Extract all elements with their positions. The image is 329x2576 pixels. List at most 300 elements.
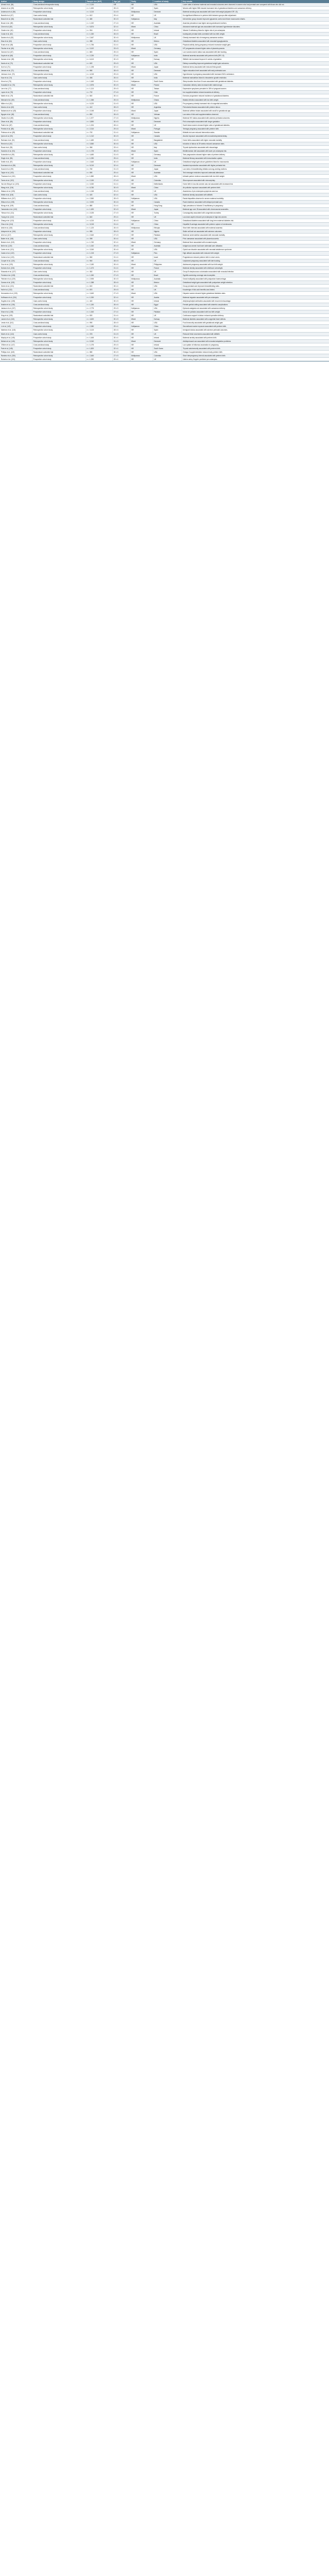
cell-study-design: Retrospective cohort study <box>32 339 86 343</box>
cell-location: Colombia <box>153 178 182 182</box>
cell-author: Sanchez et al. (94) <box>0 149 32 153</box>
cell-location: Pakistan <box>153 310 182 313</box>
cell-parity: Mixed <box>130 127 153 131</box>
cell-parity: NR <box>130 72 153 76</box>
table-row <box>0 76 329 79</box>
cell-key-results: IVF pregnancies showed higher rates of placenta praevia. <box>182 47 329 51</box>
cell-parity: NR <box>130 14 153 18</box>
cell-author: Becker et al. (119) <box>0 241 32 244</box>
cell-sample-size: n = 845 <box>86 51 112 54</box>
cell-age: 31 ± 5 <box>112 339 130 343</box>
cell-location: China <box>153 222 182 226</box>
cell-study-design: Cross-sectional study <box>32 98 86 102</box>
table-row <box>0 171 329 175</box>
cell-location: France <box>153 266 182 270</box>
cell-author: Mensah et al. (80) <box>0 98 32 102</box>
cell-location: Vietnam <box>153 112 182 116</box>
cell-location: Poland <box>153 84 182 87</box>
cell-author: Alvarez et al. (55) <box>0 7 32 10</box>
cell-age: 25 ± 4 <box>112 157 130 160</box>
cell-location: Japan <box>153 65 182 69</box>
cell-key-results: Maternal literacy associated with immunisation uptake. <box>182 157 329 160</box>
table-row <box>0 255 329 259</box>
cell-parity: Mixed <box>130 84 153 87</box>
cell-sample-size: n = 610 <box>86 285 112 288</box>
cell-study-design: Retrospective cohort study <box>32 201 86 204</box>
cell-author: Wang et al. (104) <box>0 186 32 189</box>
cell-author: Kim et al. (75) <box>0 80 32 84</box>
cell-study-design: Retrospective cohort study <box>32 262 86 266</box>
cell-age: 28 ± 6 <box>112 7 130 10</box>
cell-age: 27 ± 5 <box>112 178 130 182</box>
cell-parity: NR <box>130 266 153 270</box>
cell-location: Mexico <box>153 40 182 43</box>
table-row <box>0 274 329 277</box>
cell-location: USA <box>153 193 182 196</box>
cell-key-results: Twin pregnancies showed higher rates of preterm delivery. <box>182 153 329 156</box>
cell-key-results: Pre-pregnancy obesity increased risk of congenital anomalies. <box>182 102 329 105</box>
cell-key-results: Low socioeconomic status was associated with late booking. <box>182 51 329 54</box>
cell-age: 30 ± 5 <box>112 186 130 189</box>
cell-location: South Korea <box>153 346 182 350</box>
table-row <box>0 72 329 76</box>
cell-location: UK <box>153 288 182 292</box>
cell-study-design: Prospective cohort study <box>32 197 86 201</box>
cell-parity: Multiparous <box>130 98 153 102</box>
cell-author: Sorensen et al. (98) <box>0 164 32 168</box>
table-row <box>0 325 329 328</box>
cell-age: 32 ± 4 <box>112 241 130 244</box>
cell-sample-size: n = 2,905 <box>86 277 112 281</box>
table-row <box>0 292 329 295</box>
cell-study-design: Cross-sectional study <box>32 244 86 248</box>
cell-parity: NR <box>130 193 153 196</box>
cell-author: Martin et al. (79) <box>0 94 32 98</box>
cell-location: Norway <box>153 318 182 321</box>
cell-age: 30 ± 6 <box>112 142 130 145</box>
cell-parity: Mixed <box>130 186 153 189</box>
cell-parity: NR <box>130 58 153 61</box>
cell-key-results: Higher education level associated with early antenatal care. <box>182 69 329 72</box>
cell-parity: NR <box>130 40 153 43</box>
cell-parity: NR <box>130 244 153 248</box>
cell-age: 30 ± 6 <box>112 36 130 39</box>
cell-location: China <box>153 325 182 328</box>
table-row <box>0 149 329 153</box>
cell-study-design: Prospective cohort study <box>32 295 86 299</box>
cell-sample-size: n = 990 <box>86 321 112 325</box>
cell-location: Portugal <box>153 127 182 131</box>
cell-location: Denmark <box>153 164 182 168</box>
table-row <box>0 241 329 244</box>
cell-author: Morris et al. (144) <box>0 332 32 336</box>
cell-study-design: Cross-sectional study <box>32 51 86 54</box>
cell-parity: NR <box>130 120 153 124</box>
cell-age: 31 ± 5 <box>112 332 130 336</box>
cell-sample-size: n = 1,930 <box>86 295 112 299</box>
cell-age: 32 ± 4 <box>112 164 130 168</box>
cell-author: Ahmed et al. (54) <box>0 3 32 7</box>
cell-sample-size: n = 1,880 <box>86 175 112 178</box>
cell-location: USA <box>153 321 182 325</box>
cell-sample-size: n = 440 <box>86 299 112 303</box>
cell-age: 29 ± 5 <box>112 343 130 346</box>
cell-age: 33 ± 5 <box>112 47 130 51</box>
cell-parity: NR <box>130 270 153 273</box>
cell-age: 31 ± 4 <box>112 222 130 226</box>
cell-author: Dubois et al. (126) <box>0 266 32 270</box>
cell-age: 28 ± 4 <box>112 124 130 127</box>
cell-age: 29 ± 6 <box>112 72 130 76</box>
col-header-author: Author <box>0 0 32 3</box>
table-row <box>0 168 329 171</box>
cell-age: 29 ± 6 <box>112 127 130 131</box>
table-row <box>0 321 329 325</box>
cell-parity: Multiparous <box>130 36 153 39</box>
cell-sample-size: n = 1,450 <box>86 7 112 10</box>
cell-author: Young et al. (112) <box>0 215 32 219</box>
cell-location: UK <box>153 270 182 273</box>
cell-study-design: Retrospective cohort study <box>32 142 86 145</box>
cell-age: 31 ± 4 <box>112 255 130 259</box>
cell-author: White et al. (106) <box>0 193 32 196</box>
cell-study-design: Randomised controlled trial <box>32 255 86 259</box>
table-row <box>0 262 329 266</box>
cell-study-design: Prospective cohort study <box>32 91 86 94</box>
cell-author: Cohen et al. (123) <box>0 255 32 259</box>
cell-parity: NR <box>130 3 153 7</box>
cell-study-design: Retrospective cohort study <box>32 292 86 295</box>
cell-parity: NR <box>130 328 153 332</box>
cell-sample-size: n = 980 <box>86 69 112 72</box>
cell-study-design: Cross-sectional study <box>32 87 86 91</box>
cell-age: 30 ± 4 <box>112 285 130 288</box>
cell-key-results: Maternal caffeine intake associated with small for gestational age. <box>182 109 329 112</box>
cell-location: Germany <box>153 47 182 51</box>
cell-parity: NR <box>130 135 153 138</box>
cell-parity: NR <box>130 215 153 219</box>
cell-parity: NR <box>130 346 153 350</box>
cell-age: 31 ± 4 <box>112 43 130 47</box>
cell-parity: NR <box>130 21 153 25</box>
cell-age: 30 ± 5 <box>112 120 130 124</box>
cell-parity: NR <box>130 332 153 336</box>
cell-study-design: Cross-sectional study <box>32 168 86 171</box>
cell-key-results: Maternal HIV status associated with adverse perinatal outcomes. <box>182 116 329 120</box>
cell-author: Abdi et al. (115) <box>0 226 32 229</box>
cell-key-results: Maternal malnutrition linked to intrauterine growth restriction. <box>182 76 329 79</box>
cell-key-results: Group B streptococcus colonisation associated with neonatal infection. <box>182 270 329 273</box>
table-row <box>0 332 329 336</box>
cell-author: Torres et al. (102) <box>0 178 32 182</box>
cell-key-results: Air pollution exposure associated with preterm birth. <box>182 186 329 189</box>
cell-age: 28 ± 5 <box>112 229 130 233</box>
cell-age: 28 ± 5 <box>112 105 130 109</box>
cell-age: 24 ± 5 <box>112 138 130 142</box>
table-row <box>0 318 329 321</box>
table-row <box>0 354 329 358</box>
cell-sample-size: n = 2,380 <box>86 325 112 328</box>
cell-parity: NR <box>130 288 153 292</box>
cell-age: 31 ± 5 <box>112 102 130 105</box>
cell-location: USA <box>153 285 182 288</box>
cell-parity: Multiparous <box>130 354 153 358</box>
table-row <box>0 21 329 25</box>
cell-sample-size: n = 540 <box>86 94 112 98</box>
cell-sample-size: n = 5,220 <box>86 102 112 105</box>
cell-location: USA <box>153 350 182 354</box>
cell-location: Chile <box>153 91 182 94</box>
cell-age: 30 ± 5 <box>112 219 130 222</box>
cell-location: Japan <box>153 208 182 211</box>
cell-location: Israel <box>153 255 182 259</box>
cell-parity: NR <box>130 178 153 182</box>
cell-key-results: Thyroid autoimmunity associated with preterm birth. <box>182 346 329 350</box>
cell-key-results: Home birth in low-risk women was not associated with increased risk. <box>182 182 329 186</box>
cell-study-design: Retrospective cohort study <box>32 222 86 226</box>
cell-parity: NR <box>130 222 153 226</box>
cell-author: Garcia et al. (67) <box>0 51 32 54</box>
cell-study-design: Case-control study <box>32 299 86 303</box>
cell-key-results: Obesity increased risk of emergency caesarean section. <box>182 36 329 39</box>
cell-key-results: Induction of labour at 39 weeks reduced caesarean rates. <box>182 142 329 145</box>
cell-age: 30 ± 5 <box>112 58 130 61</box>
cell-parity: NR <box>130 255 153 259</box>
cell-location: Australia <box>153 244 182 248</box>
cell-author: Chen et al. (60) <box>0 25 32 28</box>
cell-author: Wong et al. (109) <box>0 204 32 208</box>
cell-location: Turkey <box>153 211 182 215</box>
cell-study-design: Prospective cohort study <box>32 336 86 339</box>
cell-age: 25 ± 6 <box>112 51 130 54</box>
cell-key-results: Depressive symptoms prevalent in 18% of pregnant women. <box>182 87 329 91</box>
cell-key-results: Caesarean delivery rates increased with maternal age. <box>182 84 329 87</box>
cell-location: France <box>153 94 182 98</box>
cell-sample-size: n = 612 <box>86 14 112 18</box>
cell-study-design: Retrospective cohort study <box>32 318 86 321</box>
cell-sample-size: n = 1,022 <box>86 21 112 25</box>
cell-key-results: Maternal smoking was associated with lower birth weight (adjusted OR 1.8). <box>182 10 329 14</box>
table-row <box>0 259 329 262</box>
cell-study-design: Prospective cohort study <box>32 109 86 112</box>
cell-age: 29 ± 5 <box>112 306 130 310</box>
cell-age: 29 ± 4 <box>112 14 130 18</box>
cell-location: USA <box>153 292 182 295</box>
cell-author: Taylor et al. (100) <box>0 171 32 175</box>
cell-parity: Mixed <box>130 318 153 321</box>
cell-author: Gomez et al. (130) <box>0 281 32 285</box>
cell-location: Argentina <box>153 105 182 109</box>
table-row <box>0 310 329 313</box>
cell-parity: Nulliparous <box>130 160 153 164</box>
cell-study-design: Retrospective cohort study <box>32 7 86 10</box>
cell-age: 29 ± 5 <box>112 61 130 65</box>
cell-age: 30 ± 5 <box>112 135 130 138</box>
cell-key-results: Malaria infection associated with low birth weight. <box>182 98 329 102</box>
cell-age: 32 ± 4 <box>112 346 130 350</box>
cell-parity: Nulliparous <box>130 252 153 255</box>
cell-location: Taiwan <box>153 87 182 91</box>
cell-sample-size: n = 1,260 <box>86 274 112 277</box>
cell-sample-size: n = 2,310 <box>86 127 112 131</box>
cell-age: 28 ± 5 <box>112 149 130 153</box>
cell-author: Lopez et al. (78) <box>0 91 32 94</box>
cell-sample-size: n = 1,110 <box>86 87 112 91</box>
cell-parity: NR <box>130 142 153 145</box>
cell-sample-size: n = 520 <box>86 314 112 318</box>
cell-parity: Multiparous <box>130 10 153 14</box>
cell-author: Rahman et al. (91) <box>0 138 32 142</box>
cell-sample-size: n = 1,215 <box>86 252 112 255</box>
cell-study-design: Cross-sectional study <box>32 157 86 160</box>
cell-key-results: Sickle cell trait not associated with adverse outcomes. <box>182 229 329 233</box>
cell-study-design: Retrospective cohort study <box>32 127 86 131</box>
table-row <box>0 295 329 299</box>
cell-parity: Mixed <box>130 47 153 51</box>
cell-parity: NR <box>130 229 153 233</box>
col-header-location: Location of study <box>153 0 182 3</box>
cell-study-design: Prospective cohort study <box>32 358 86 361</box>
table-row <box>0 142 329 145</box>
cell-sample-size: n = 1,120 <box>86 226 112 229</box>
cell-key-results: Maternal anxiety associated with preterm birth. <box>182 336 329 339</box>
cell-sample-size: n = 1,640 <box>86 80 112 84</box>
cell-age: 28 ± 6 <box>112 281 130 285</box>
table-row <box>0 116 329 120</box>
cell-author: Ramirez et al. (150) <box>0 354 32 358</box>
cell-age: 29 ± 5 <box>112 270 130 273</box>
cell-sample-size: n = 1,490 <box>86 208 112 211</box>
cell-parity: NR <box>130 168 153 171</box>
table-row <box>0 124 329 127</box>
cell-key-results: Awareness of pre-eclampsia symptoms was low. <box>182 189 329 193</box>
cell-parity: NR <box>130 201 153 204</box>
table-row <box>0 58 329 61</box>
table-row <box>0 186 329 189</box>
table-row <box>0 32 329 36</box>
cell-age: 29 ± 4 <box>112 358 130 361</box>
table-row <box>0 69 329 72</box>
cell-location: Spain <box>153 149 182 153</box>
cell-location: Denmark <box>153 120 182 124</box>
cell-sample-size: n = 4,620 <box>86 318 112 321</box>
table-row <box>0 193 329 196</box>
cell-age: 28 ± 6 <box>112 175 130 178</box>
table-row <box>0 270 329 273</box>
cell-location: Australia <box>153 277 182 281</box>
cell-age: 28 ± 5 <box>112 197 130 201</box>
cell-sample-size: n = 2,460 <box>86 354 112 358</box>
cell-parity: Nulliparous <box>130 131 153 135</box>
cell-location: Hong Kong <box>153 204 182 208</box>
cell-author: Van der Berg et al. (103) <box>0 182 32 186</box>
cell-author: Murphy et al. (145) <box>0 336 32 339</box>
cell-key-results: Home births associated with higher neonatal mortality. <box>182 138 329 142</box>
cell-age: 29 ± 5 <box>112 189 130 193</box>
cell-study-design: Retrospective cohort study <box>32 248 86 252</box>
cell-study-design: Randomised controlled trial <box>32 131 86 135</box>
cell-key-results: High prevalence of vitamin D insufficiency in pregnancy. <box>182 204 329 208</box>
cell-sample-size: n = 1,756 <box>86 43 112 47</box>
cell-parity: NR <box>130 61 153 65</box>
cell-location: Netherlands <box>153 182 182 186</box>
cell-age: 31 ± 4 <box>112 204 130 208</box>
cell-author: Carter et al. (121) <box>0 248 32 252</box>
cell-age: 27 ± 6 <box>112 21 130 25</box>
cell-sample-size: n = 1,577 <box>86 116 112 120</box>
cell-study-design: Prospective cohort study <box>32 219 86 222</box>
cell-key-results: Gestational diabetes associated with long-term maternal diabetes risk. <box>182 219 329 222</box>
cell-study-design: Randomised controlled trial <box>32 350 86 354</box>
cell-key-results: Hispanic women showed higher gestational diabetes rates. <box>182 292 329 295</box>
cell-sample-size: n = 1,075 <box>86 343 112 346</box>
cell-age: 27 ± 6 <box>112 91 130 94</box>
cell-key-results: Hepatitis B carriage associated with preterm rupture of membranes. <box>182 222 329 226</box>
cell-study-design: Prospective cohort study <box>32 175 86 178</box>
cell-age: 30 ± 5 <box>112 318 130 321</box>
cell-key-results: Assisted reproduction associated with higher perinatal risk. <box>182 164 329 168</box>
cell-age: 31 ± 4 <box>112 314 130 318</box>
cell-sample-size: n = 2,230 <box>86 54 112 58</box>
cell-study-design: Retrospective cohort study <box>32 211 86 215</box>
cell-key-results: Female genital cutting associated with obstetric complications. <box>182 303 329 306</box>
cell-sample-size: n = 590 <box>86 171 112 175</box>
cell-sample-size: n = 1,366 <box>86 98 112 102</box>
cell-key-results: Unplanned pregnancy associated with late booking. <box>182 259 329 262</box>
cell-age: 30 ± 5 <box>112 350 130 354</box>
cell-sample-size: n = 4,480 <box>86 153 112 156</box>
cell-study-design: Cross-sectional study <box>32 321 86 325</box>
cell-parity: NR <box>130 124 153 127</box>
table-row <box>0 229 329 233</box>
col-header-study-design: Study design <box>32 0 86 3</box>
cell-parity: Mixed <box>130 339 153 343</box>
cell-age: 30 ± 4 <box>112 94 130 98</box>
cell-age: 30 ± 6 <box>112 248 130 252</box>
cell-parity: NR <box>130 321 153 325</box>
cell-study-design: Randomised controlled trial <box>32 171 86 175</box>
cell-parity: Nulliparous <box>130 219 153 222</box>
cell-study-design: Cross-sectional study <box>32 69 86 72</box>
cell-age: 29 ± 5 <box>112 288 130 292</box>
cell-study-design: Prospective cohort study <box>32 266 86 270</box>
table-row <box>0 87 329 91</box>
cell-location: USA <box>153 102 182 105</box>
cell-sample-size: n = 5,010 <box>86 164 112 168</box>
cell-sample-size: n = 620 <box>86 61 112 65</box>
cell-key-results: Vitamin D deficiency linked to higher risk of pre-eclampsia. <box>182 28 329 32</box>
cell-study-design: Randomised controlled trial <box>32 285 86 288</box>
cell-author: Okafor et al. (85) <box>0 116 32 120</box>
cell-author: Harris et al. (70) <box>0 61 32 65</box>
cell-key-results: Immigrant status associated with adverse perinatal outcomes. <box>182 328 329 332</box>
cell-parity: NR <box>130 105 153 109</box>
cell-sample-size: n = 1,820 <box>86 346 112 350</box>
cell-sample-size: n = 2,150 <box>86 178 112 182</box>
cell-parity: NR <box>130 285 153 288</box>
cell-age: 29 ± 5 <box>112 87 130 91</box>
cell-location: Ireland <box>153 299 182 303</box>
cell-sample-size: n = 760 <box>86 168 112 171</box>
cell-author: Williams et al. (107) <box>0 197 32 201</box>
cell-key-results: South Asian women showed higher rates of gestational diabetes. <box>182 124 329 127</box>
table-row <box>0 219 329 222</box>
cell-study-design: Retrospective cohort study <box>32 164 86 168</box>
cell-study-design: Randomised controlled trial <box>32 215 86 219</box>
cell-author: Bianchi et al. (58) <box>0 18 32 21</box>
table-row <box>0 252 329 255</box>
table-row <box>0 160 329 164</box>
